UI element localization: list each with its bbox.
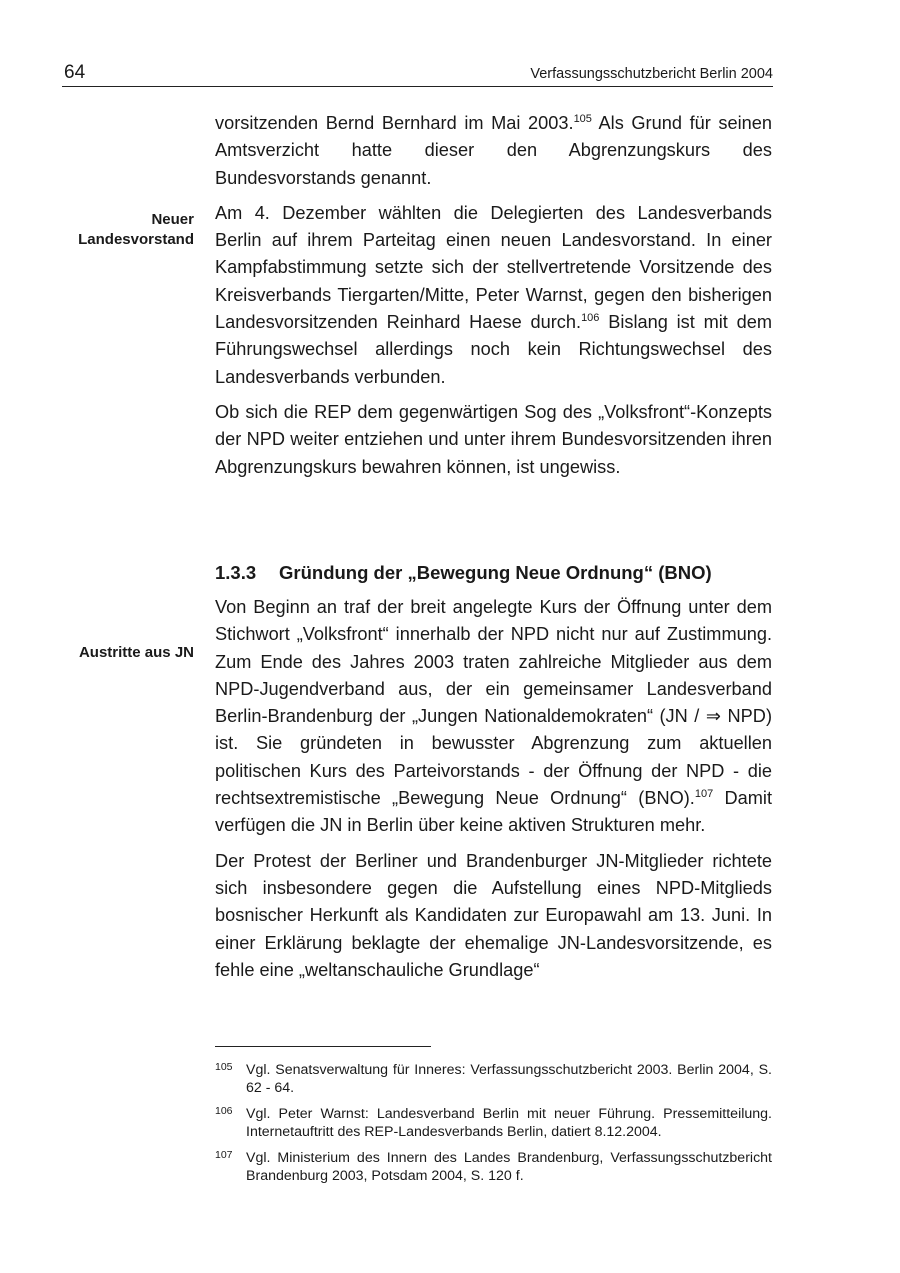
margin-note-austritte-aus-jn: Austritte aus JN: [78, 644, 194, 661]
page-number: 64: [64, 62, 86, 83]
paragraph: vorsitzenden Bernd Bernhard im Mai 2003.$^{105}$ Als Grund für seinen Amtsverzicht hatte dieser den Abgrenzungskurs des Bundesvorstands genannt.: [215, 113, 773, 188]
body-text-upper: [215, 110, 772, 489]
footnote-mark: 107: [215, 1149, 233, 1161]
paragraph: Von Beginn an traf der breit angelegte Kurs der Öffnung unter dem Stichwort „Volksfront“ innerhalb der NPD nicht nur auf Zustimmung. Zum Ende des Jahres 2003 traten zahlreiche Mitglieder aus dem NPD-Jugendverband aus, der ein gemeinsamer Landesverband Berlin-Brandenburg der „Jungen Nationaldemokraten“ (JN / ⇒ NPD) ist. Sie gründeten in bewusster Abgrenzung zum aktuellen politischen Kurs des Parteivorstands - der Öffnung der NPD - die rechtsextremistische „Bewegung Neue Ordnung“ (BNO).$^{107}$ Damit verfügen die JN in Berlin über keine aktiven Strukturen mehr.: [215, 597, 773, 836]
footnote-separator: [215, 1046, 431, 1047]
paragraph: Am 4. Dezember wählten die Delegierten des Landesverbands Berlin auf ihrem Parteitag einen neuen Landesvorstand. In einer Kampfabstimmung setzte sich der stellvertretende Vorsitzende des Kreisverbands Tiergarten/Mitte, Peter Warnst, gegen den bisherigen Landesvorsitzenden Reinhard Haese durch.$^{106}$ Bislang ist mit dem Führungswechsel allerdings noch kein Richtungswechsel des Landesverbands verbunden.: [215, 202, 772, 387]
margin-note-neuer-landesvorstand: Neuer Landesvorstand: [78, 211, 194, 248]
running-title: Verfassungsschutzbericht Berlin 2004: [530, 66, 773, 82]
footnote-text: Vgl. Ministerium des Innern des Landes Brandenburg, Verfassungsschutzbericht Brandenburg 2003, Potsdam 2004, S. 120 f.: [246, 1150, 772, 1184]
footnote: [215, 1062, 772, 1097]
footnote-mark: 105: [215, 1061, 233, 1073]
paragraph: Der Protest der Berliner und Brandenburger JN-Mitglieder richtete sich insbesondere gegen die Aufstellung eines NPD-Mitglieds bosnischer Herkunft als Kandidaten zur Europawahl am 13. Juni. In einer Erklärung beklagte der ehemalige JN-Landesvorsitzende, es fehle eine „weltanschauliche Grundlage“: [215, 850, 772, 980]
footnote-text: Vgl. Peter Warnst: Landesverband Berlin mit neuer Führung. Pressemitteilung. Internetauftritt des REP-Landesverbands Berlin, datiert 8.12.2004.: [246, 1106, 772, 1140]
body-text-lower: [215, 594, 772, 992]
footnote-mark: 106: [215, 1105, 233, 1117]
footnote-ref[interactable]: 107: [694, 788, 714, 801]
paragraph: Ob sich die REP dem gegenwärtigen Sog des „Volksfront“-Konzepts der NPD weiter entziehen und unter ihrem Bundesvorsitzenden ihren Abgrenzungskurs bewahren können, ist ungewiss.: [215, 401, 772, 477]
footnote: [215, 1150, 772, 1185]
footnote-text: Vgl. Senatsverwaltung für Inneres: Verfassungsschutzbericht 2003. Berlin 2004, S. 62 - 64.: [246, 1062, 772, 1096]
section-number: 1.3.3: [215, 562, 257, 583]
footnote-ref[interactable]: 105: [573, 113, 592, 125]
footnote-ref[interactable]: 106: [581, 312, 600, 325]
footnotes: [215, 1062, 772, 1194]
section-title: Gründung der „Bewegung Neue Ordnung“ (BNO): [279, 562, 712, 583]
section-heading: [215, 560, 772, 586]
page-header: [62, 58, 773, 87]
footnote: [215, 1106, 772, 1141]
